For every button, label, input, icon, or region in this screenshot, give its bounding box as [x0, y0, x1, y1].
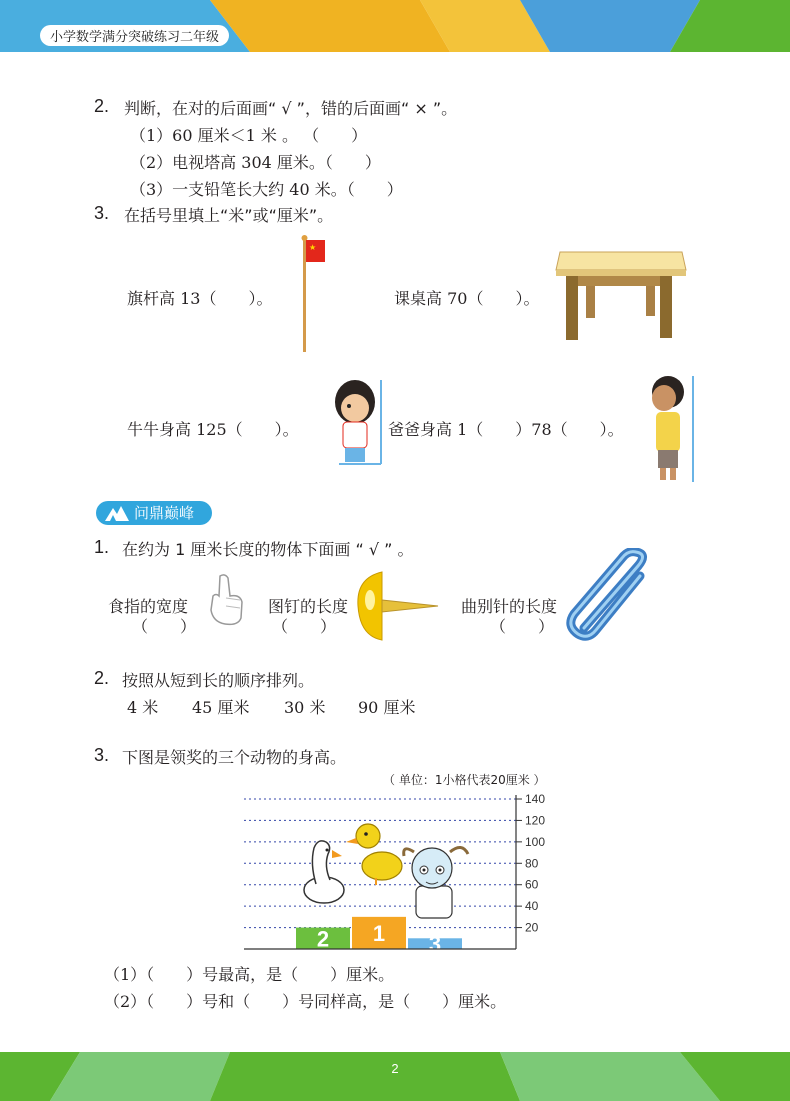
page-number: 2 — [391, 1061, 399, 1076]
s1-item-finger-paren: （ ） — [132, 617, 197, 636]
s2-item-4: 90 厘米 — [358, 698, 416, 717]
s3-number: 3. — [94, 745, 110, 765]
s2-number: 2. — [94, 668, 110, 688]
s1-item-pin-paren: （ ） — [272, 617, 337, 636]
y-tick-label: 20 — [525, 920, 539, 935]
s1-number: 1. — [94, 537, 110, 557]
y-tick-label: 40 — [525, 899, 539, 914]
y-tick-label: 140 — [525, 792, 546, 806]
s1-item-clip-label: 曲别针的长度 — [461, 597, 558, 616]
q3-number: 3. — [94, 203, 110, 223]
finger-image — [206, 572, 246, 626]
desk-text: 课桌高 70（ ）。 — [394, 289, 540, 308]
q2-item-1: （1）60 厘米＜1 米 。 （ ） — [130, 126, 368, 145]
q2-item-3: （3）一支铅笔长大约 40 米。（ ） — [130, 180, 403, 199]
dad-image — [638, 374, 698, 484]
q3-instruction: 在括号里填上“米”或“厘米”。 — [124, 206, 334, 225]
podium-chart — [236, 788, 556, 954]
s2-item-1: 4 米 — [127, 698, 159, 717]
q2-instruction: 判断，在对的后面画“ √ ”，错的后面画“ × ”。 — [124, 99, 458, 118]
s2-item-3: 30 米 — [284, 698, 326, 717]
flagpole-image — [298, 234, 328, 354]
y-tick-label: 120 — [525, 813, 546, 828]
s1-item-clip-paren: （ ） — [490, 617, 555, 636]
s3-question-1: （1）（ ）号最高，是（ ）厘米。 — [104, 965, 395, 984]
s2-instruction: 按照从短到长的顺序排列。 — [122, 671, 315, 690]
goose-figure — [304, 841, 344, 903]
s2-item-2: 45 厘米 — [192, 698, 250, 717]
mountain-icon — [104, 504, 130, 522]
y-tick-label: 60 — [525, 877, 539, 892]
flagpole-text: 旗杆高 13（ ）。 — [127, 289, 273, 308]
q2-item-2: （2）电视塔高 304 厘米。（ ） — [130, 153, 381, 172]
podium-label: 3 — [428, 931, 442, 954]
header-title: 小学数学满分突破练习二年级 — [40, 25, 229, 46]
y-tick-label: 80 — [525, 856, 539, 871]
podium-label: 1 — [372, 920, 386, 946]
goat-figure — [404, 847, 468, 918]
bottom-banner — [0, 1052, 790, 1101]
s1-item-pin-label: 图钉的长度 — [268, 597, 349, 616]
duck-figure — [346, 824, 402, 885]
chart-unit-note: （ 单位：1小格代表20厘米 ） — [383, 773, 546, 787]
niuniu-image — [325, 378, 385, 466]
q2-number: 2. — [94, 96, 110, 116]
paperclip-image — [564, 548, 658, 644]
thumbtack-image — [356, 570, 440, 642]
s3-question-2: （2）（ ）号和（ ）号同样高，是（ ）厘米。 — [104, 992, 507, 1011]
section-title: 问鼎巅峰 — [134, 504, 195, 522]
svg-text:★: ★ — [309, 243, 317, 252]
section-badge — [96, 501, 212, 525]
niuniu-text: 牛牛身高 125（ ）。 — [127, 420, 299, 439]
dad-text: 爸爸身高 1（ ）78（ ）。 — [388, 420, 624, 439]
desk-image — [554, 250, 688, 342]
podium-label: 2 — [316, 926, 330, 952]
y-tick-label: 100 — [525, 834, 546, 849]
s1-instruction: 在约为 1 厘米长度的物体下面画 “ √ ” 。 — [122, 540, 414, 559]
s3-instruction: 下图是领奖的三个动物的身高。 — [122, 748, 347, 767]
s1-item-finger-label: 食指的宽度 — [108, 597, 189, 616]
